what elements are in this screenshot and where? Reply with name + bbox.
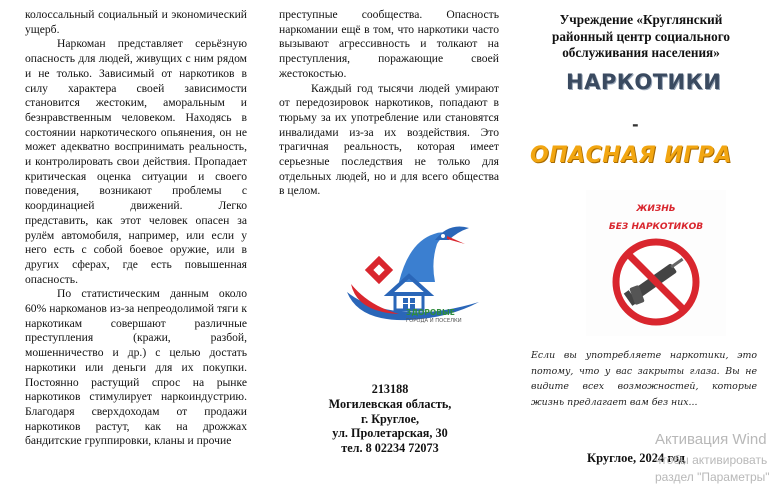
col2-paragraph-2: Каждый год тысячи людей умирают от передозировок наркотиков, попадают в тюрьму за их употребление или становятся инвалидами из-за их воздействия. Это трагичная реальность, которая имеет серьезные последствия не только для отдельных людей, но и для всего общества в целом.: [279, 81, 499, 198]
title-dangerous-game: ОПАСНАЯ ИГРА: [530, 143, 732, 168]
organization-name: Учреждение «Круглянский районный центр социального обслуживания населения»: [552, 12, 730, 60]
col1-paragraph-1: колоссальный социальный и экономический ущерб.: [25, 8, 247, 36]
address-street: ул. Пролетарская, 30: [332, 426, 448, 441]
column-1: [25, 8, 247, 449]
title-narcotics: НАРКОТИКИ: [566, 70, 722, 94]
address-city: г. Круглое,: [360, 411, 420, 426]
quote-text: Если вы употребляете наркотики, это потому, что у вас закрыты глаза. Вы не видите всех возможностей, которые жизнь предлагает вам без них...: [531, 350, 757, 408]
col1-paragraph-3: По статистическим данным около 60% наркоманов из-за непреодолимой тяги к наркотикам совершают различные преступления (кражи, разбой, мошенничество и др.) с целью достать наркотики или деньги для их покупки. Постоянно растущий спрос на рынке наркотиков стимулирует наркоиндустрию. Благодаря сверхдоходам от продажи наркотиков растут, как на дрожжах бандитские группировки, кланы и прочие: [25, 287, 247, 448]
address-postcode: 213188: [371, 382, 409, 396]
logo-title: ЗДОРОВЫЕ: [406, 308, 455, 317]
address-phone: тел. 8 02234 72073: [341, 441, 439, 456]
address-region: Могилевская область,: [328, 396, 452, 411]
activation-watermark-line2: чтобы активировать: [655, 453, 768, 467]
logo-subtitle: ГОРОДА И ПОСЕЛКИ: [406, 318, 462, 324]
poster-text-life: ЖИЗНЬ: [636, 204, 676, 214]
poster-text-no-drugs: БЕЗ НАРКОТИКОВ: [608, 222, 704, 232]
col1-paragraph-2: Наркоман представляет серьёзную опасность для людей, живущих с ним рядом и не только. Зависимый от наркотиков в силу характера своей зависимости становится жестоким, аморальным и безнравственным человеком. Находясь в состоянии наркотического опьянения, он не может адекватно воспринимать реальность, и контролировать свои действия. Пропадает критическая оценка ситуации и своего поведения, возникают проблемы с координацией движений. Легко представить, как этот человек опасен за рулём автомобиля, например, или если у него есть с собой боевое оружие, или в других сферах, где есть повышенная опасность.: [25, 37, 247, 286]
address-block: [316, 382, 464, 456]
column-2: [279, 8, 499, 199]
footer-city-year: Круглое, 2024 год: [587, 451, 685, 465]
activation-watermark-line1: Активация Wind: [655, 431, 767, 448]
activation-watermark-line3: раздел "Параметры": [655, 470, 770, 484]
title-dash: -: [632, 115, 639, 134]
col2-paragraph-1: преступные сообщества. Опасность наркомании ещё в том, что наркотики часто вызывают агрессивность и толкают на преступления, поражающие своей жестокостью.: [279, 8, 499, 80]
